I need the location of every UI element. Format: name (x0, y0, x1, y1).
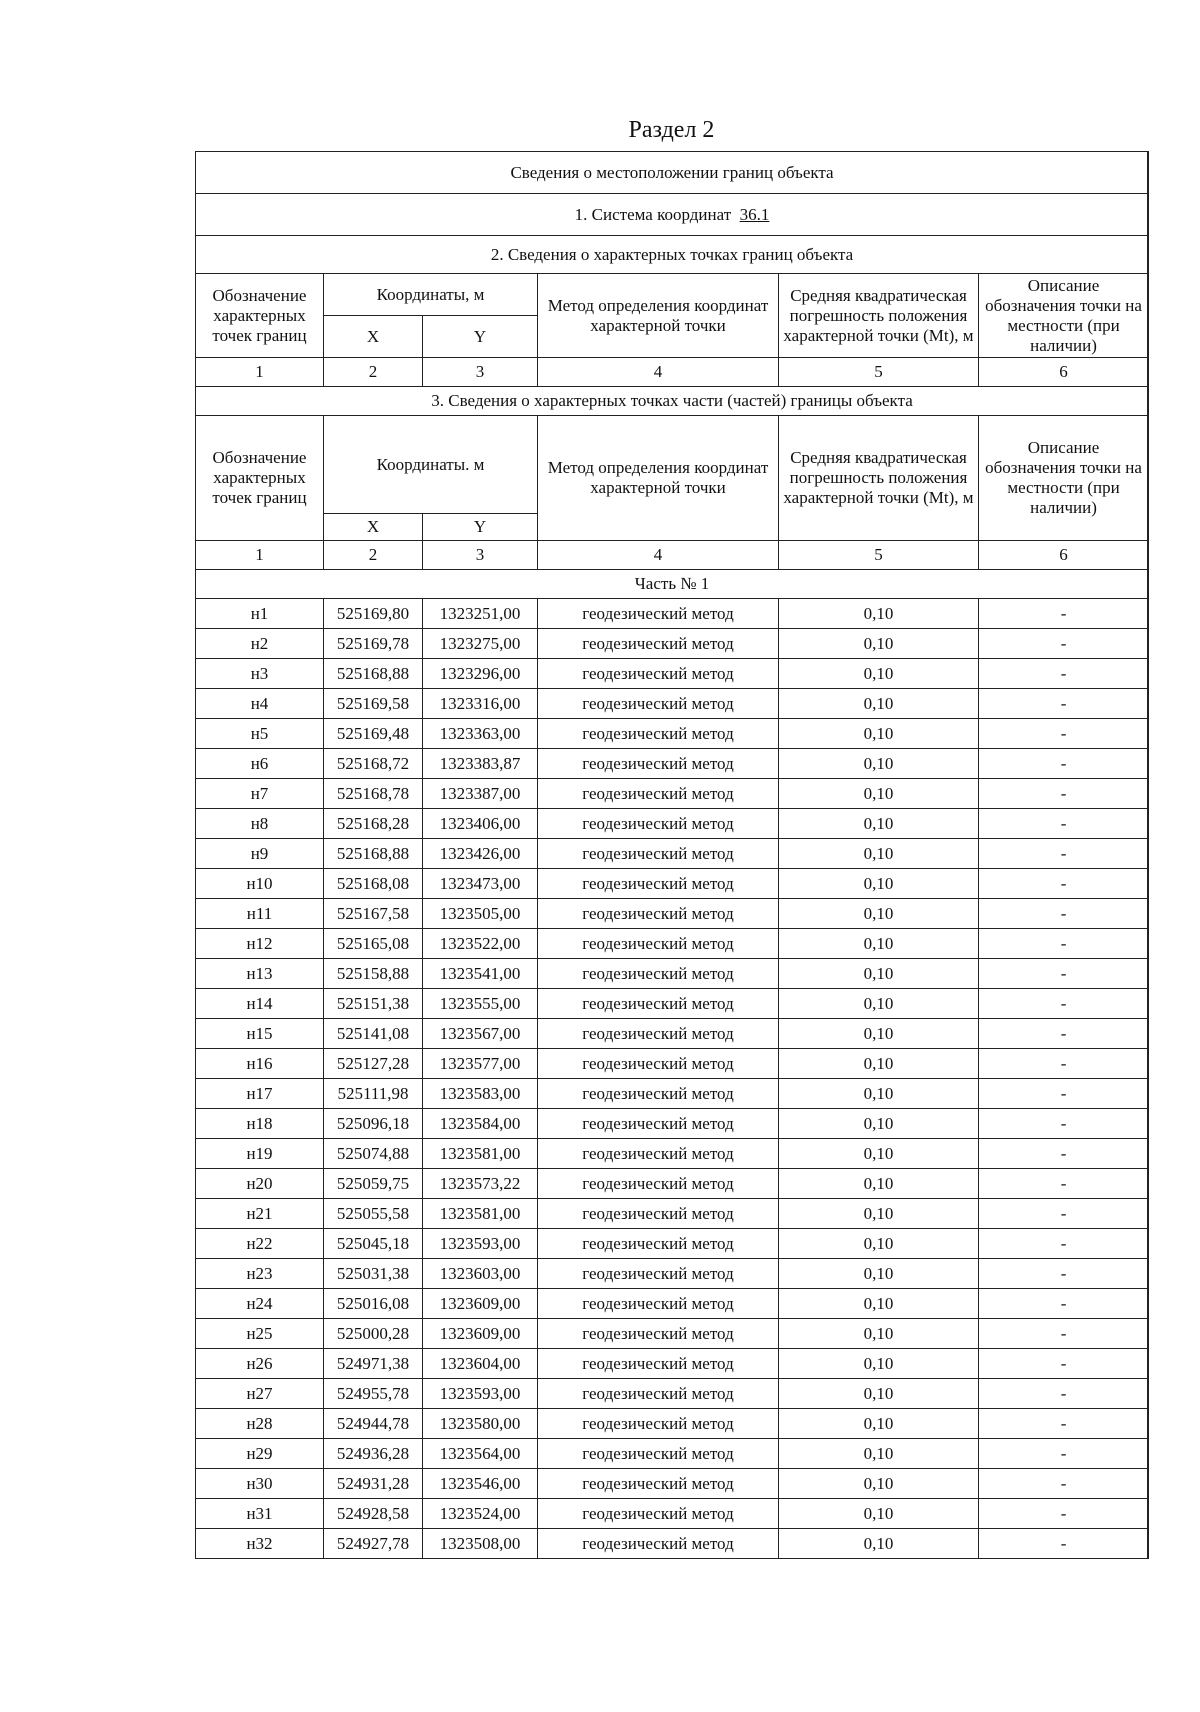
table-row (196, 1049, 1149, 1079)
coord-system-value: 36.1 (739, 204, 770, 224)
coord-system-label: 1. Система координат (574, 204, 732, 224)
accuracy-cell: 0,10 (779, 749, 979, 779)
x-coordinate-cell: 525169,78 (324, 629, 423, 659)
column-number: 4 (538, 541, 779, 570)
method-cell: геодезический метод (538, 1499, 779, 1529)
accuracy-cell: 0,10 (779, 1439, 979, 1469)
x-coordinate-cell: 525127,28 (324, 1049, 423, 1079)
x-coordinate-cell: 525074,88 (324, 1139, 423, 1169)
method-cell: геодезический метод (538, 1259, 779, 1289)
y-coordinate-cell: 1323564,00 (423, 1439, 538, 1469)
description-cell: - (979, 1499, 1149, 1529)
header-top-y: Y (423, 316, 538, 358)
method-cell: геодезический метод (538, 929, 779, 959)
accuracy-cell: 0,10 (779, 629, 979, 659)
y-coordinate-cell: 1323383,87 (423, 749, 538, 779)
accuracy-cell: 0,10 (779, 1349, 979, 1379)
method-cell: геодезический метод (538, 689, 779, 719)
table-row (196, 1469, 1149, 1499)
x-coordinate-cell: 525167,58 (324, 899, 423, 929)
description-cell: - (979, 1199, 1149, 1229)
table-row (196, 1259, 1149, 1289)
table-row (196, 869, 1149, 899)
description-cell: - (979, 989, 1149, 1019)
point-designation-cell: н17 (196, 1079, 324, 1109)
description-cell: - (979, 959, 1149, 989)
x-coordinate-cell: 525158,88 (324, 959, 423, 989)
y-coordinate-cell: 1323406,00 (423, 809, 538, 839)
x-coordinate-cell: 525169,58 (324, 689, 423, 719)
accuracy-cell: 0,10 (779, 689, 979, 719)
x-coordinate-cell: 525151,38 (324, 989, 423, 1019)
y-coordinate-cell: 1323363,00 (423, 719, 538, 749)
x-coordinate-cell: 525168,88 (324, 839, 423, 869)
point-designation-cell: н9 (196, 839, 324, 869)
point-designation-cell: н8 (196, 809, 324, 839)
y-coordinate-cell: 1323593,00 (423, 1379, 538, 1409)
method-cell: геодезический метод (538, 1439, 779, 1469)
x-coordinate-cell: 525045,18 (324, 1229, 423, 1259)
x-coordinate-cell: 524928,58 (324, 1499, 423, 1529)
header-top-coordinates: Координаты, м (324, 274, 538, 316)
point-designation-cell: н30 (196, 1469, 324, 1499)
description-cell: - (979, 899, 1149, 929)
x-coordinate-cell: 525055,58 (324, 1199, 423, 1229)
x-coordinate-cell: 525169,48 (324, 719, 423, 749)
x-coordinate-cell: 524936,28 (324, 1439, 423, 1469)
table-row (196, 1439, 1149, 1469)
accuracy-cell: 0,10 (779, 809, 979, 839)
header-top-description: Описание обозначения точки на местности (при наличии) (979, 274, 1149, 358)
method-cell: геодезический метод (538, 659, 779, 689)
method-cell: геодезический метод (538, 809, 779, 839)
y-coordinate-cell: 1323387,00 (423, 779, 538, 809)
description-cell: - (979, 719, 1149, 749)
accuracy-cell: 0,10 (779, 1109, 979, 1139)
description-cell: - (979, 1319, 1149, 1349)
method-cell: геодезический метод (538, 629, 779, 659)
table-row (196, 1199, 1149, 1229)
y-coordinate-cell: 1323580,00 (423, 1409, 538, 1439)
y-coordinate-cell: 1323541,00 (423, 959, 538, 989)
table-row (196, 1289, 1149, 1319)
point-designation-cell: н18 (196, 1109, 324, 1139)
point-designation-cell: н15 (196, 1019, 324, 1049)
table-row (196, 1409, 1149, 1439)
header-top-designation: Обозначение характерных точек границ (196, 274, 324, 358)
table-row (196, 1019, 1149, 1049)
part-label: Часть № 1 (196, 570, 1149, 599)
accuracy-cell: 0,10 (779, 779, 979, 809)
table-row (196, 629, 1149, 659)
column-number: 5 (779, 358, 979, 387)
table-row (196, 899, 1149, 929)
boundary-table (195, 151, 1149, 1559)
table-row (196, 749, 1149, 779)
method-cell: геодезический метод (538, 1469, 779, 1499)
x-coordinate-cell: 524927,78 (324, 1529, 423, 1559)
method-cell: геодезический метод (538, 599, 779, 629)
y-coordinate-cell: 1323573,22 (423, 1169, 538, 1199)
point-designation-cell: н24 (196, 1289, 324, 1319)
y-coordinate-cell: 1323567,00 (423, 1019, 538, 1049)
description-cell: - (979, 1139, 1149, 1169)
y-coordinate-cell: 1323603,00 (423, 1259, 538, 1289)
x-coordinate-cell: 525111,98 (324, 1079, 423, 1109)
table-row (196, 1529, 1149, 1559)
method-cell: геодезический метод (538, 1109, 779, 1139)
y-coordinate-cell: 1323583,00 (423, 1079, 538, 1109)
accuracy-cell: 0,10 (779, 1409, 979, 1439)
table-row (196, 599, 1149, 629)
method-cell: геодезический метод (538, 1199, 779, 1229)
table-row (196, 1319, 1149, 1349)
x-coordinate-cell: 525169,80 (324, 599, 423, 629)
accuracy-cell: 0,10 (779, 1469, 979, 1499)
x-coordinate-cell: 525168,78 (324, 779, 423, 809)
method-cell: геодезический метод (538, 869, 779, 899)
y-coordinate-cell: 1323316,00 (423, 689, 538, 719)
method-cell: геодезический метод (538, 1229, 779, 1259)
accuracy-cell: 0,10 (779, 599, 979, 629)
description-cell: - (979, 629, 1149, 659)
table-row (196, 779, 1149, 809)
description-cell: - (979, 1079, 1149, 1109)
point-designation-cell: н7 (196, 779, 324, 809)
y-coordinate-cell: 1323546,00 (423, 1469, 538, 1499)
accuracy-cell: 0,10 (779, 1049, 979, 1079)
accuracy-cell: 0,10 (779, 1169, 979, 1199)
method-cell: геодезический метод (538, 959, 779, 989)
point-designation-cell: н29 (196, 1439, 324, 1469)
accuracy-cell: 0,10 (779, 659, 979, 689)
point-designation-cell: н27 (196, 1379, 324, 1409)
table-row (196, 719, 1149, 749)
x-coordinate-cell: 525016,08 (324, 1289, 423, 1319)
x-coordinate-cell: 524944,78 (324, 1409, 423, 1439)
y-coordinate-cell: 1323577,00 (423, 1049, 538, 1079)
header-top-accuracy: Средняя квадратическая погрешность положения характерной точки (Mt), м (779, 274, 979, 358)
section-title: Раздел 2 (628, 117, 715, 143)
accuracy-cell: 0,10 (779, 959, 979, 989)
table-row (196, 1229, 1149, 1259)
y-coordinate-cell: 1323604,00 (423, 1349, 538, 1379)
y-coordinate-cell: 1323581,00 (423, 1199, 538, 1229)
x-coordinate-cell: 524955,78 (324, 1379, 423, 1409)
point-designation-cell: н32 (196, 1529, 324, 1559)
column-number: 3 (423, 541, 538, 570)
y-coordinate-cell: 1323584,00 (423, 1109, 538, 1139)
header-top-method: Метод определения координат характерной точки (538, 274, 779, 358)
description-cell: - (979, 1109, 1149, 1139)
accuracy-cell: 0,10 (779, 839, 979, 869)
header-bottom-x: X (324, 514, 423, 541)
description-cell: - (979, 1379, 1149, 1409)
description-cell: - (979, 1439, 1149, 1469)
accuracy-cell: 0,10 (779, 1259, 979, 1289)
accuracy-cell: 0,10 (779, 1529, 979, 1559)
header-bottom-designation: Обозначение характерных точек границ (196, 416, 324, 541)
point-designation-cell: н6 (196, 749, 324, 779)
point-designation-cell: н16 (196, 1049, 324, 1079)
header-bottom-coordinates: Координаты. м (324, 416, 538, 514)
method-cell: геодезический метод (538, 899, 779, 929)
point-designation-cell: н1 (196, 599, 324, 629)
method-cell: геодезический метод (538, 1169, 779, 1199)
table-row (196, 929, 1149, 959)
description-cell: - (979, 1229, 1149, 1259)
accuracy-cell: 0,10 (779, 1199, 979, 1229)
point-designation-cell: н3 (196, 659, 324, 689)
accuracy-cell: 0,10 (779, 1079, 979, 1109)
description-cell: - (979, 749, 1149, 779)
y-coordinate-cell: 1323296,00 (423, 659, 538, 689)
header-top-x: X (324, 316, 423, 358)
method-cell: геодезический метод (538, 749, 779, 779)
point-designation-cell: н11 (196, 899, 324, 929)
accuracy-cell: 0,10 (779, 989, 979, 1019)
table-row (196, 989, 1149, 1019)
point-designation-cell: н25 (196, 1319, 324, 1349)
column-number: 6 (979, 541, 1149, 570)
description-cell: - (979, 1469, 1149, 1499)
column-number: 1 (196, 541, 324, 570)
method-cell: геодезический метод (538, 1319, 779, 1349)
table-row (196, 1079, 1149, 1109)
description-cell: - (979, 1049, 1149, 1079)
x-coordinate-cell: 525168,88 (324, 659, 423, 689)
column-number: 6 (979, 358, 1149, 387)
point-designation-cell: н19 (196, 1139, 324, 1169)
point-designation-cell: н26 (196, 1349, 324, 1379)
description-cell: - (979, 689, 1149, 719)
column-number: 5 (779, 541, 979, 570)
x-coordinate-cell: 525141,08 (324, 1019, 423, 1049)
description-cell: - (979, 1529, 1149, 1559)
point-designation-cell: н14 (196, 989, 324, 1019)
description-cell: - (979, 1019, 1149, 1049)
table-row (196, 809, 1149, 839)
table-row (196, 1169, 1149, 1199)
table-row (196, 1499, 1149, 1529)
method-cell: геодезический метод (538, 1049, 779, 1079)
x-coordinate-cell: 525165,08 (324, 929, 423, 959)
header-bottom-description: Описание обозначения точки на местности (при наличии) (979, 416, 1149, 541)
point-designation-cell: н5 (196, 719, 324, 749)
table-row (196, 959, 1149, 989)
description-cell: - (979, 809, 1149, 839)
method-cell: геодезический метод (538, 1019, 779, 1049)
y-coordinate-cell: 1323473,00 (423, 869, 538, 899)
description-cell: - (979, 779, 1149, 809)
method-cell: геодезический метод (538, 1529, 779, 1559)
point-designation-cell: н22 (196, 1229, 324, 1259)
description-cell: - (979, 1259, 1149, 1289)
accuracy-cell: 0,10 (779, 1379, 979, 1409)
y-coordinate-cell: 1323251,00 (423, 599, 538, 629)
table-row (196, 839, 1149, 869)
point-designation-cell: н2 (196, 629, 324, 659)
x-coordinate-cell: 525168,08 (324, 869, 423, 899)
y-coordinate-cell: 1323555,00 (423, 989, 538, 1019)
accuracy-cell: 0,10 (779, 719, 979, 749)
accuracy-cell: 0,10 (779, 899, 979, 929)
method-cell: геодезический метод (538, 1349, 779, 1379)
point-designation-cell: н21 (196, 1199, 324, 1229)
table-row (196, 1139, 1149, 1169)
description-cell: - (979, 599, 1149, 629)
description-cell: - (979, 1169, 1149, 1199)
point-designation-cell: н23 (196, 1259, 324, 1289)
point-designation-cell: н28 (196, 1409, 324, 1439)
header-bottom-accuracy: Средняя квадратическая погрешность положения характерной точки (Mt), м (779, 416, 979, 541)
x-coordinate-cell: 525059,75 (324, 1169, 423, 1199)
point-designation-cell: н31 (196, 1499, 324, 1529)
section3-title: 3. Сведения о характерных точках части (частей) границы объекта (196, 387, 1149, 416)
description-cell: - (979, 929, 1149, 959)
accuracy-cell: 0,10 (779, 1229, 979, 1259)
accuracy-cell: 0,10 (779, 929, 979, 959)
point-designation-cell: н12 (196, 929, 324, 959)
y-coordinate-cell: 1323426,00 (423, 839, 538, 869)
column-number: 3 (423, 358, 538, 387)
x-coordinate-cell: 525000,28 (324, 1319, 423, 1349)
accuracy-cell: 0,10 (779, 1019, 979, 1049)
method-cell: геодезический метод (538, 1289, 779, 1319)
point-designation-cell: н4 (196, 689, 324, 719)
section2-title: 2. Сведения о характерных точках границ объекта (196, 236, 1149, 274)
x-coordinate-cell: 525096,18 (324, 1109, 423, 1139)
description-cell: - (979, 1349, 1149, 1379)
x-coordinate-cell: 525168,28 (324, 809, 423, 839)
y-coordinate-cell: 1323524,00 (423, 1499, 538, 1529)
table-row (196, 689, 1149, 719)
header-bottom-method: Метод определения координат характерной точки (538, 416, 779, 541)
accuracy-cell: 0,10 (779, 1319, 979, 1349)
column-number: 4 (538, 358, 779, 387)
point-designation-cell: н10 (196, 869, 324, 899)
table-row (196, 1109, 1149, 1139)
method-cell: геодезический метод (538, 779, 779, 809)
y-coordinate-cell: 1323593,00 (423, 1229, 538, 1259)
point-designation-cell: н20 (196, 1169, 324, 1199)
y-coordinate-cell: 1323508,00 (423, 1529, 538, 1559)
accuracy-cell: 0,10 (779, 1499, 979, 1529)
column-number: 1 (196, 358, 324, 387)
description-cell: - (979, 1409, 1149, 1439)
description-cell: - (979, 839, 1149, 869)
column-number: 2 (324, 541, 423, 570)
x-coordinate-cell: 524931,28 (324, 1469, 423, 1499)
description-cell: - (979, 1289, 1149, 1319)
table-row (196, 1379, 1149, 1409)
method-cell: геодезический метод (538, 989, 779, 1019)
table-row (196, 1349, 1149, 1379)
y-coordinate-cell: 1323609,00 (423, 1289, 538, 1319)
y-coordinate-cell: 1323581,00 (423, 1139, 538, 1169)
column-number: 2 (324, 358, 423, 387)
x-coordinate-cell: 525168,72 (324, 749, 423, 779)
method-cell: геодезический метод (538, 1139, 779, 1169)
header-bottom-y: Y (423, 514, 538, 541)
method-cell: геодезический метод (538, 839, 779, 869)
coord-system-row (196, 194, 1149, 236)
accuracy-cell: 0,10 (779, 1139, 979, 1169)
table-row (196, 659, 1149, 689)
point-designation-cell: н13 (196, 959, 324, 989)
y-coordinate-cell: 1323522,00 (423, 929, 538, 959)
method-cell: геодезический метод (538, 1409, 779, 1439)
description-cell: - (979, 869, 1149, 899)
y-coordinate-cell: 1323505,00 (423, 899, 538, 929)
x-coordinate-cell: 524971,38 (324, 1349, 423, 1379)
y-coordinate-cell: 1323275,00 (423, 629, 538, 659)
description-cell: - (979, 659, 1149, 689)
method-cell: геодезический метод (538, 719, 779, 749)
accuracy-cell: 0,10 (779, 1289, 979, 1319)
table-title: Сведения о местоположении границ объекта (196, 152, 1149, 194)
method-cell: геодезический метод (538, 1079, 779, 1109)
x-coordinate-cell: 525031,38 (324, 1259, 423, 1289)
accuracy-cell: 0,10 (779, 869, 979, 899)
method-cell: геодезический метод (538, 1379, 779, 1409)
y-coordinate-cell: 1323609,00 (423, 1319, 538, 1349)
